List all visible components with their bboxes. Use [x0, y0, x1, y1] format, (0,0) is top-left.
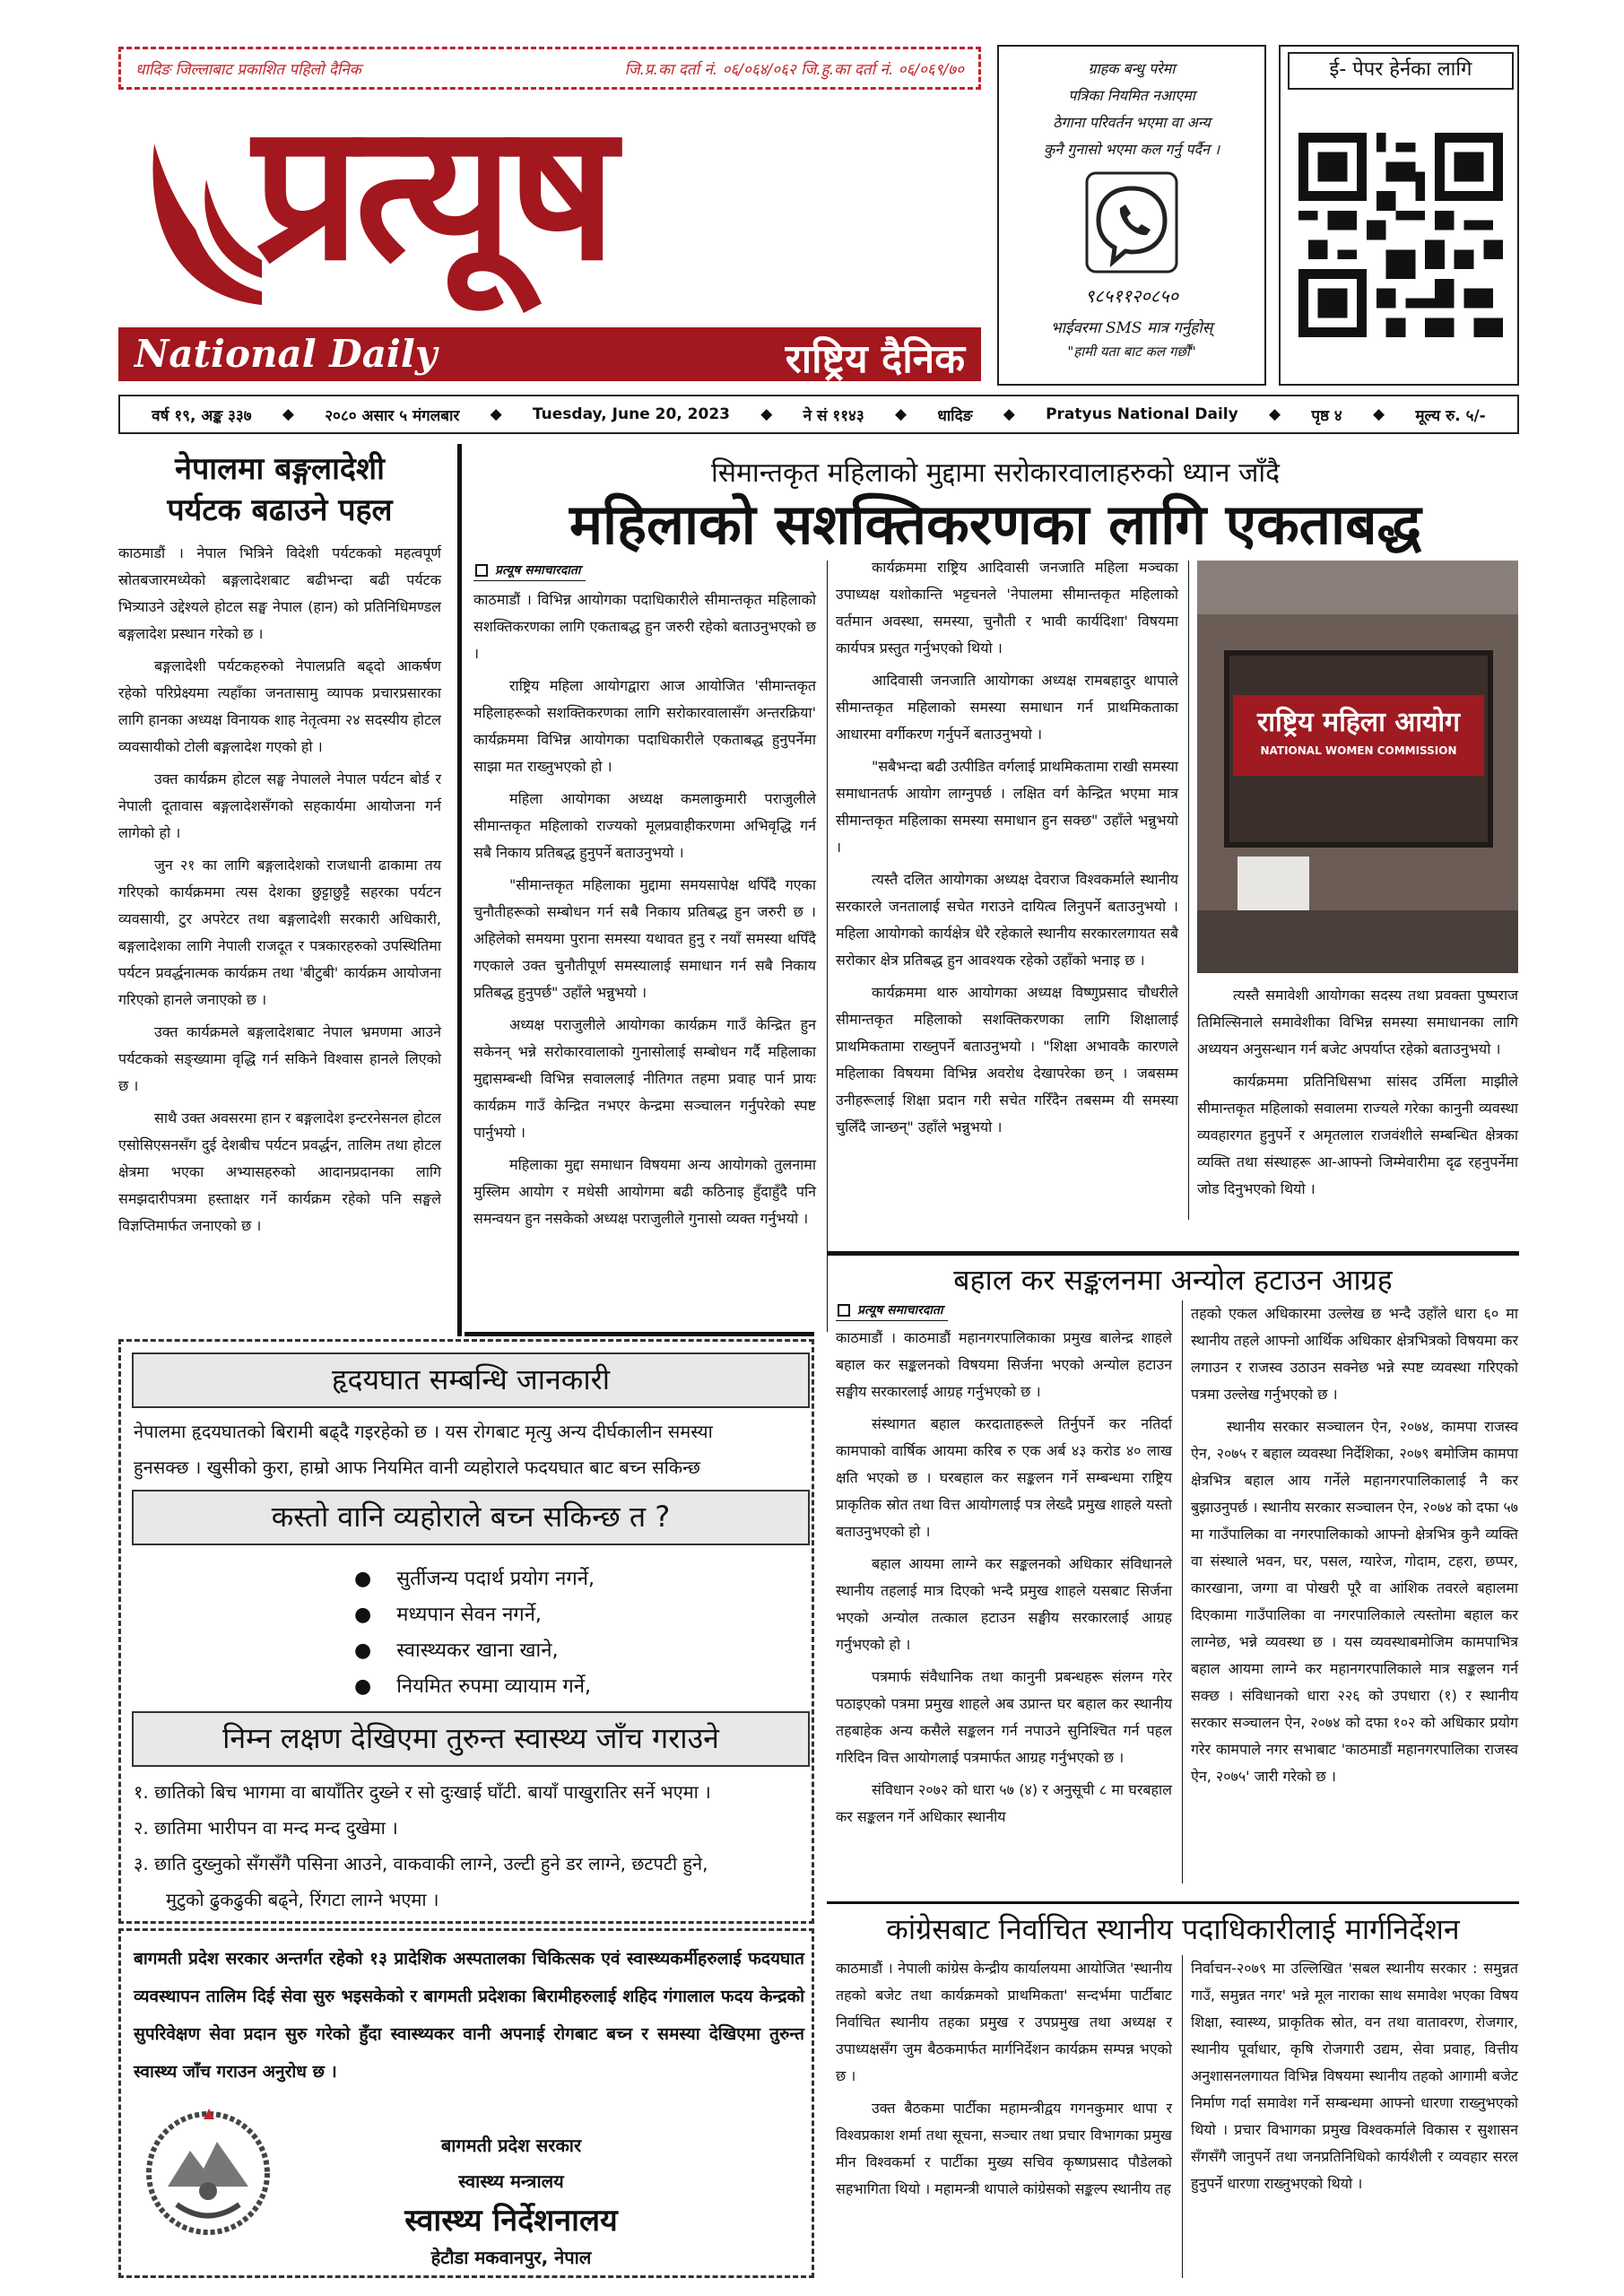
section-divider: [827, 1251, 1519, 1256]
paragraph: महिला आयोगका अध्यक्ष कमलाकुमारी पराजुलीले सीमान्तकृत महिलाको राज्यको मूलप्रवाहीकरणमा अभिवृद्धि गर्न सबै निकाय प्रतिबद्ध हुनुपर्ने बताउनुभयो ।: [473, 790, 816, 861]
commission-photo: [1197, 561, 1518, 973]
list-item: ३. छाति दुख्नुको सँगसँगै पसिना आउने, वाकवाकी लाग्ने, उल्टी हुने डर लाग्ने, छटपटी हुने,: [134, 1853, 708, 1874]
paper-name: Pratyus National Daily: [1046, 405, 1238, 423]
paragraph: राष्ट्रिय महिला आयोगद्वारा आज आयोजित 'सीमान्तकृत महिलाहरूको सशक्तिकरणका लागि सरोकारवालासँग अन्तरक्रिया' कार्यक्रममा विभिन्न आयोगका पदाधिकारीले एकताबद्ध हुनुपर्नेमा साझा मत राख्नुभएको हो ।: [473, 677, 816, 775]
qr-code-icon[interactable]: [1298, 133, 1503, 337]
paragraph: पत्रमार्फ संवैधानिक तथा कानुनी प्रबन्धहरू संलग्न गरेर पठाइएको पत्रमा प्रमुख शाहले अब उप्रान्त घर बहाल कर स्थानीय तहबाहेक अन्य कसैले सङ्कलन गर्न नपाउने सुनिश्चित गर्न पहल गरिदिन वित्त आयोगलाई पत्रमार्फत आग्रह गर्नुभएको छ ।: [836, 1668, 1172, 1766]
lead-col-3: [1197, 982, 1518, 1208]
paragraph: कार्यक्रममा राष्ट्रिय आदिवासी जनजाति महिला मञ्चका उपाध्यक्ष यशोकान्ति भट्टचनले 'नेपालमा सीमान्तकृत महिलाको वर्तमान अवस्था, समस्या, चुनौती र भावी कार्यदिशा' विषयमा कार्यपत्र प्रस्तुत गर्नुभएको थियो ।: [836, 559, 1178, 657]
lead-kicker: सिमान्तकृत महिलाको मुद्दामा सरोकारवालाहरुको ध्यान जाँदै: [710, 457, 1281, 489]
paragraph: महिलाका मुद्दा समाधान विषयमा अन्य आयोगको तुलनामा मुस्लिम आयोग र मधेसी आयोगमा बढी कठिनाइ हुँदाहुँदै पनि समन्वयन हुन नसकेको अध्यक्ष पराजुलीले गुनासो व्यक्त गर्नुभयो ।: [473, 1156, 816, 1227]
logo-title: प्रत्यूष: [253, 83, 612, 302]
paragraph: "सबैभन्दा बढी उत्पीडित वर्गलाई प्राथमिकतामा राखी समस्या समाधानतर्फ आयोग लाग्नुपर्छ । लक्षित वर्ग केन्द्रित भएमा मात्र सीमान्तकृत महिलाका समस्या समाधान हुन सक्छ" उहाँले भन्नुभयो ।: [836, 758, 1178, 856]
subscriber-notice: [997, 45, 1266, 386]
column-divider: [1182, 1955, 1183, 2278]
congress-headline: कांग्रेसबाट निर्वाचित स्थानीय पदाधिकारीलाई मार्गनिर्देशन: [827, 1901, 1519, 1948]
notice-text: बागमती प्रदेश सरकार अन्तर्गत रहेको १३ प्रादेशिक अस्पतालका चिकित्सक एवं स्वास्थ्यकर्मीहरुलाई फदयघात व्यवस्थापन तालिम दिई सेवा सुरु भइसकेको र बागमती प्रदेशका बिरामीहरुलाई शहिद गंगालाल फदय केन्द्रको सुपरिवेक्षण सेवा प्रदान सुरु गरेको हुँदा स्वास्थ्यकर वानी अपनाई रोगबाट बच्न र समस्या देखिएमा तुरुन्त स्वास्थ्य जाँच गराउन अनुरोध छ ।: [134, 1949, 804, 2082]
paragraph: काठमाडौं । विभिन्न आयोगका पदाधिकारीले सीमान्तकृत महिलाको सशक्तिकरणका लागि एकताबद्ध हुन जरुरी रहेको बताउनुभएको छ ।: [473, 591, 816, 662]
paragraph: बहाल आयमा लाग्ने कर सङ्कलनको अधिकार संविधानले स्थानीय तहलाई मात्र दिएको भन्दै प्रमुख शाहले यसबाट सिर्जना भएको अन्योल तत्काल हटाउन सङ्घीय सरकारलाई आग्रह गर्नुभएको हो ।: [836, 1555, 1172, 1653]
list-item: ● मध्यपान सेवन नगर्ने,: [354, 1597, 595, 1633]
paragraph: तहको एकल अधिकारमा उल्लेख छ भन्दै उहाँले धारा ६० मा स्थानीय तहले आफ्नो आर्थिक अधिकार क्षेत्रभित्रको विषयमा कर लगाउन र राजस्व उठाउन सक्नेछ भन्ने स्पष्ट व्यवस्था गरिएको पत्रमा उल्लेख गर्नुभएको छ ।: [1191, 1305, 1518, 1403]
paragraph: त्यस्तै समावेशी आयोगका सदस्य तथा प्रवक्ता पुष्पराज तिमिल्सिनाले समावेशीका विभिन्न समस्या समाधानका लागि अध्ययन अनुसन्धान गर्न बजेट अपर्याप्त रहेको बताउनुभयो ।: [1197, 987, 1518, 1057]
epaper-box: [1279, 45, 1519, 386]
column-divider: [827, 561, 828, 1332]
logo-english: National Daily: [135, 332, 438, 376]
heart-attack-info-box: [118, 1339, 814, 1924]
lead-headline: महिलाको सशक्तिकरणका लागि एकताबद्ध: [569, 491, 1422, 557]
tagline-left: धादिङ जिल्लाबाट प्रकाशित पहिलो दैनिक: [135, 60, 361, 79]
left-article-body: [118, 540, 441, 1239]
year-issue: वर्ष १९, अङ्क ३३७: [152, 406, 252, 425]
congress-col-1: [836, 1955, 1172, 2208]
address: हेटौडा मकवानपुर, नेपाल: [430, 2247, 592, 2268]
paragraph: कार्यक्रममा थारु आयोगका अध्यक्ष विष्णुप्रसाद चौधरीले सीमान्तकृत महिलाको सशक्तिकरणका लागि शिक्षालाई प्राथमिकतामा राख्नुपर्ने बताउनुभयो । "शिक्षा अभावकै कारणले महिलाका विषयमा विभिन्न अवरोध देखापरेका छन् । जबसम्म उनीहरूलाई शिक्षा प्रदान गरी सचेत गरिँदैन तबसम्म यी समस्या चुलिँदै जान्छन्" उहाँले भन्नुभयो ।: [836, 984, 1178, 1135]
paragraph: उक्त बैठकमा पार्टीका महामन्त्रीद्वय गगनकुमार थापा र विश्वप्रकाश शर्मा तथा सूचना, सञ्चार तथा प्रचार विभागका प्रमुख मीन विश्वकर्मा र पार्टीका मुख्य सचिव कृष्णप्रसाद पौडेलको सहभागिता थियो । महामन्त्री थापाले कांग्रेसको सङ्कल्प स्थानीय तह: [836, 2100, 1172, 2197]
paragraph: जुन २१ का लागि बङ्गलादेशको राजधानी ढाकामा तय गरिएको कार्यक्रममा त्यस देशका छुट्टाछुट्टै सहरका पर्यटन व्यवसायी, टुर अपरेटर तथा बङ्गलादेशी सरकारी अधिकारी, बङ्गलादेशका लागि नेपाली राजदूत र पत्रकारहरुको उपस्थितिमा पर्यटन प्रवर्द्धनात्मक कार्यक्रम तथा 'बीटुबी' कार्यक्रम आयोजना गरिएको हानले जनाएको छ ।: [118, 857, 441, 1008]
paragraph: आदिवासी जनजाति आयोगका अध्यक्ष रामबहादुर थापाले सीमान्तकृत महिलाको समस्या समाधान गर्न प्राथमिकताका आधारमा वर्गीकरण गर्नुपर्ने बताउनुभयो ।: [836, 672, 1178, 743]
sms-quote: "हामी यता बाट कल गर्छौं": [1067, 344, 1196, 360]
directorate-name: स्वास्थ्य निर्देशनालय: [404, 2203, 618, 2239]
issue-info-strip: वर्ष १९, अङ्क ३३७ ◆ २०८० असार ५ मंगलबार ◆ Tuesday, June 20, 2023 ◆ ने सं ११४३ ◆ धादिङ ◆ Pratyus National Daily ◆ पृष्ठ ४ ◆ मूल्य रु. ५/-: [118, 395, 1519, 434]
byline: प्रत्यूष समाचारदाता: [836, 1301, 948, 1321]
paragraph: स्थानीय सरकार सञ्चालन ऐन, २०७४, कामपा राजस्व ऐन, २०७५ र बहाल व्यवस्था निर्देशिका, २०७९ बमोजिम कामपा क्षेत्रभित्र बहाल आय गर्नेले महानगरपालिकालाई नै कर बुझाउनुपर्छ । स्थानीय सरकार सञ्चालन ऐन, २०७४ को दफा ५७ मा गाउँपालिका वा नगरपालिकाको आफ्नो क्षेत्रभित्र कुनै व्यक्ति वा संस्थाले भवन, घर, पसल, ग्यारेज, गोदाम, टहरा, छप्पर, कारखाना, जग्गा वा पोखरी पूरै वा आंशिक तवरले बहालमा दिएकामा गाउँपालिका वा नगरपालिकाले त्यस्तोमा बहाल कर लाग्नेछ, भन्ने व्यवस्था छ । यस व्यवस्थाबमोजिम कामपाभित्र बहाल आयमा लाग्ने कर महानगरपालिकाले मात्र सङ्कलन गर्न सक्छ । संविधानको धारा २२६ को उपधारा (१) र स्थानीय सरकार सञ्चालन ऐन, २०७४ को दफा १०२ को अधिकार प्रयोग गरेर कामपाले नगर सभाबाट 'काठमाडौं महानगरपालिका राजस्व ऐन, २०७५' जारी गरेको छ ।: [1191, 1418, 1518, 1785]
tax-col-1: [836, 1300, 1172, 1836]
list-item: ● स्वास्थ्यकर खाना खाने,: [354, 1633, 595, 1669]
list-item: १. छातिको बिच भागमा वा बायाँतिर दुख्ने र सो दुःखाई घाँटी. बायाँ पाखुरातिर सर्ने भएमा ।: [134, 1781, 711, 1803]
notice-text: ग्राहक बन्धु परेमा पत्रिका नियमित नआएमा ठेगाना परिवर्तन भएमा वा अन्य कुनै गुनासो भएमा कल गर्नु पर्दैन ।: [1043, 60, 1220, 158]
bagmati-health-notice: [118, 1928, 814, 2278]
logo-nepali: राष्ट्रिय दैनिक: [785, 336, 965, 382]
phone-number: ९८५११२०८५०: [1085, 285, 1178, 307]
list-item: मुटुको ढुकढुकी बढ्ने, रिंगटा लाग्ने भएमा ।: [166, 1889, 439, 1910]
paragraph: काठमाडौं । नेपाली कांग्रेस केन्द्रीय कार्यालयमा आयोजित 'स्थानीय तहको बजेट तथा कार्यक्रमको प्राथमिकता' सन्दर्भमा पार्टीबाट निर्वाचित स्थानीय तहका प्रमुख र उपप्रमुख तथा अध्यक्ष र उपाध्यक्षसँग जुम बैठकमार्फत मार्गनिर्देशन कार्यक्रम सम्पन्न भएको छ ।: [836, 1960, 1172, 2084]
ministry-name: स्वास्थ्य मन्त्रालय: [458, 2170, 564, 2192]
list-item: ● सुर्तीजन्य पदार्थ प्रयोग नगर्ने,: [354, 1561, 595, 1597]
column-divider: [1188, 561, 1189, 1220]
paragraph: निर्वाचन-२०७९ मा उल्लिखित 'सबल स्थानीय सरकार : समुन्नत गाउँ, समुन्नत नगर' भन्ने मूल नाराका साथ समावेश भएका विषय शिक्षा, स्वास्थ्य, प्राकृतिक स्रोत, वन तथा वातावरण, रोजगार, स्थानीय पूर्वाधार, कृषि रोजगारी उद्यम, सेवा प्रवाह, वित्तीय अनुशासनलगायत विभिन्न विषयमा स्थानीय तहको आगामी बजेट निर्माण गर्दा समावेश गर्ने सम्बन्धमा आफ्नो धारणा राख्नुभएको थियो । प्रचार विभागका प्रमुख विश्वकर्माले विकास र सुशासन सँगसँगै जानुपर्ने तथा जनप्रतिनिधिको कार्यशैली र व्यवहार सरल हुनुपर्ने धारणा राख्नुभएको थियो ।: [1191, 1960, 1518, 2192]
commission-sign: राष्ट्रिय महिला आयोग NATIONAL WOMEN COMMISSION: [1233, 695, 1484, 776]
paragraph: बङ्गलादेशी पर्यटकहरुको नेपालप्रति बढ्दो आकर्षण रहेको परिप्रेक्ष्यमा त्यहाँका जनतासामु व्यापक प्रचारप्रसारका लागि हानका अध्यक्ष विनायक शाह नेतृत्वमा २४ सदस्यीय होटल व्यवसायीको टोली बङ्गलादेश गएको हो ।: [118, 657, 441, 755]
paragraph: कार्यक्रममा प्रतिनिधिसभा सांसद उर्मिला माझीले सीमान्तकृत महिलाको सवालमा राज्यले गरेका कानुनी व्यवस्था व्यवहारगत हुनुपर्ने र अमृतलाल राजवंशीले सम्बन्धित क्षेत्रका व्यक्ति तथा संस्थाहरू आ-आफ्नो जिम्मेवारीमा दृढ रहनुपर्नेमा जोड दिनुभएको थियो ।: [1197, 1073, 1518, 1197]
paragraph: "सीमान्तकृत महिलाका मुद्दामा समयसापेक्ष थपिँदै गएका चुनौतीहरूको सम्बोधन गर्न सबै निकाय प्रतिबद्ध हुन जरुरी छ । अहिलेको समयमा पुराना समस्या यथावत हुनु र नयाँ समस्या थपिँदै गएकाले उक्त चुनौतीपूर्ण समस्यालाई समाधान गर्न सबै निकाय प्रतिबद्ध हुनुपर्छ" उहाँले भन्नुभयो ।: [473, 876, 816, 1001]
tax-headline: बहाल कर सङ्कलनमा अन्योल हटाउन आग्रह: [953, 1263, 1393, 1297]
price: मूल्य रु. ५/-: [1415, 406, 1486, 425]
nepal-sambat: ने सं ११४३: [803, 406, 864, 425]
date-english: Tuesday, June 20, 2023: [532, 405, 730, 423]
paragraph: संविधान २०७२ को धारा ५७ (४) र अनुसूची ८ मा घरबहाल कर सङ्कलन गर्ने अधिकार स्थानीय: [836, 1781, 1172, 1825]
feather-logo-icon: [127, 126, 271, 323]
paragraph: अध्यक्ष पराजुलीले आयोगका कार्यक्रम गाउँ केन्द्रित हुन सकेनन् भन्ने सरोकारवालाको गुनासोलाई सम्बोधन गर्दै महिलाका मुद्दासम्बन्धी विभिन्न सवाललाई नीतिगत तहमा प्रवाह पार्न प्रायः कार्यक्रम गाउँ केन्द्रित नभएर केन्द्रमा सञ्चालन गर्नुपरेको स्पष्ट पार्नुभयो ।: [473, 1016, 816, 1141]
column-divider: [1182, 1300, 1183, 1883]
lead-col-1: [473, 561, 816, 1238]
date-nepali: २०८० असार ५ मंगलबार: [325, 406, 460, 425]
prevention-subtitle: कस्तो वानि व्यहोराले बच्न सकिन्छ त ?: [132, 1490, 810, 1545]
paragraph: साथै उक्त अवसरमा हान र बङ्गलादेश इन्टरनेसनल होटल एसोसिएसनसँग दुई देशबीच पर्यटन प्रवर्द्धन, तालिम तथा होटल क्षेत्रमा भएका अभ्यासहरुको आदानप्रदानका लागि समझदारीपत्रमा हस्ताक्षर गर्ने कार्यक्रम रहेको पनि सङ्घले विज्ञप्तिमार्फत जनाएको छ ।: [118, 1109, 441, 1234]
paragraph: संस्थागत बहाल करदाताहरूले तिर्नुपर्ने कर नतिर्दा कामपाको वार्षिक आयमा करिब रु एक अर्ब ४३ करोड ४० लाख क्षति भएको छ । घरबहाल कर सङ्कलन गर्ने सम्बन्धमा राष्ट्रिय प्राकृतिक स्रोत तथा वित्त आयोगलाई पत्र लेख्दै प्रमुख शाहले यस्तो बताउनुभएको हो ।: [836, 1415, 1172, 1540]
list-item: २. छातिमा भारीपन वा मन्द मन्द दुखेमा ।: [134, 1817, 398, 1839]
gov-name: बागमती प्रदेश सरकार: [440, 2135, 582, 2156]
place: धादिङ: [937, 406, 973, 425]
section-divider: [465, 1332, 814, 1336]
health-box-title: हृदयघात सम्बन्धि जानकारी: [132, 1352, 810, 1408]
congress-col-2: [1191, 1955, 1518, 2203]
sms-note: भाईवरमा SMS मात्र गर्नुहोस्: [1050, 319, 1213, 337]
paragraph: उक्त कार्यक्रमले बङ्गलादेशबाट नेपाल भ्रमणमा आउने पर्यटकको सङ्ख्यामा वृद्धि गर्न सकिने विश्वास हानले लिएको छ ।: [118, 1023, 441, 1094]
prevention-list: [354, 1561, 595, 1705]
byline: प्रत्यूष समाचारदाता: [473, 561, 586, 581]
paragraph: काठमाडौं । काठमाडौं महानगरपालिकाका प्रमुख बालेन्द्र शाहले बहाल कर सङ्कलनको विषयमा सिर्जना भएको अन्योल हटाउन सङ्घीय सरकारलाई आग्रह गर्नुभएको छ ।: [836, 1329, 1172, 1400]
left-article-title: नेपालमा बङ्गलादेशी पर्यटक बढाउने पहल: [167, 451, 393, 528]
symptoms-list: [134, 1774, 804, 1918]
newspaper-logo: [118, 83, 981, 386]
page-number: पृष्ठ ४: [1311, 406, 1342, 425]
paragraph: काठमाडौं । नेपाल भित्रिने विदेशी पर्यटकको महत्वपूर्ण स्रोतबजारमध्येको बङ्गलादेशबाट बढीभन्दा बढी पर्यटक भित्र्याउने उद्देश्यले होटल सङ्घ नेपाल (हान) को प्रतिनिधिमण्डल बङ्गलादेश प्रस्थान गरेको छ ।: [118, 544, 441, 642]
column-divider: [457, 444, 462, 1336]
list-item: ● नियमित रुपमा व्यायाम गर्ने,: [354, 1669, 595, 1705]
paragraph: उक्त कार्यक्रम होटल सङ्घ नेपालले नेपाल पर्यटन बोर्ड र नेपाली दूतावास बङ्गलादेशसँगको सहकार्यमा आयोजना गर्न लागेको हो ।: [118, 770, 441, 841]
viber-phone-icon: [1082, 169, 1181, 276]
health-intro: नेपालमा हृदयघातको बिरामी बढ्दै गइरहेको छ । यस रोगबाट मृत्यु अन्य दीर्घकालीन समस्या हुनसक्छ । खुसीको कुरा, हाम्रो आफ नियमित वानी व्यहोराले फदयघात बाट बच्न सकिन्छ: [134, 1421, 713, 1478]
government-emblem-icon: [141, 2101, 275, 2245]
symptoms-subtitle: निम्न लक्षण देखिएमा तुरुन्त स्वास्थ्य जाँच गराउने: [132, 1711, 810, 1767]
epaper-label: ई- पेपर हेर्नका लागि: [1288, 52, 1514, 90]
tax-col-2: [1191, 1300, 1518, 1796]
left-article: [118, 448, 441, 1245]
tagline-right: जि.प्र.का दर्ता नं. ०६/०६४/०६२ जि.हु.का दर्ता नं. ०६/०६९/७०: [624, 60, 964, 79]
paragraph: त्यस्तै दलित आयोगका अध्यक्ष देवराज विश्वकर्माले स्थानीय सरकारले जनतालाई सचेत गराउने दायित्व लिनुपर्ने बताउनुभयो । महिला आयोगको कार्यक्षेत्र धेरै रहेकाले स्थानीय सरकारलगायत सबै सरोकार क्षेत्र प्रतिबद्ध हुन आवश्यक रहेको उहाँको भनाइ छ ।: [836, 871, 1178, 969]
lead-col-2: [836, 554, 1178, 1146]
